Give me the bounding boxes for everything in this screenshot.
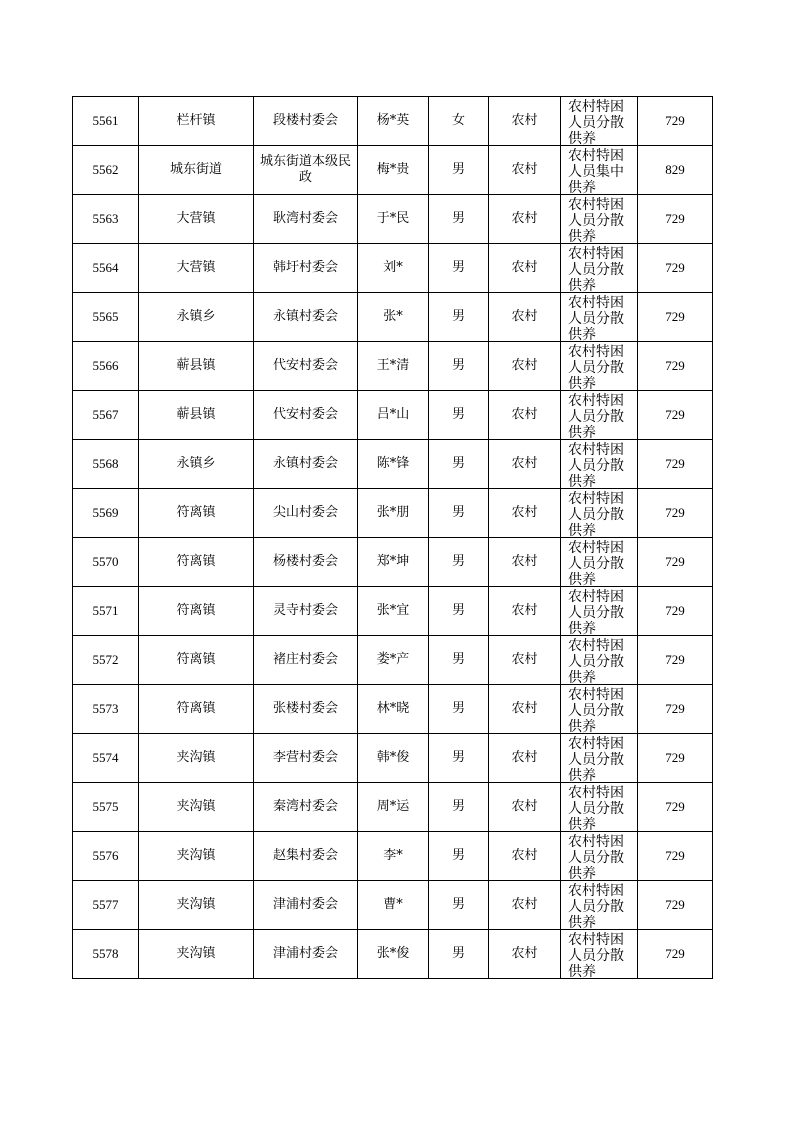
cell-town: 永镇乡	[139, 293, 254, 342]
cell-serial-number: 5565	[73, 293, 139, 342]
cell-village-committee-text: 津浦村委会	[272, 897, 338, 912]
table-row	[73, 734, 713, 783]
cell-amount: 729	[638, 538, 713, 587]
cell-area-type: 农村	[489, 734, 561, 783]
cell-village-committee	[254, 734, 358, 783]
cell-village-committee	[254, 391, 358, 440]
cell-village-committee-text: 城东街道本级民政	[259, 154, 351, 185]
cell-town: 符离镇	[139, 538, 254, 587]
cell-village-committee	[254, 930, 358, 979]
cell-person-name: 张*宜	[358, 587, 429, 636]
table-row	[73, 146, 713, 195]
cell-serial-number: 5567	[73, 391, 139, 440]
cell-relief-category-text: 农村特困人员分散供养	[568, 343, 624, 390]
cell-relief-category	[561, 244, 638, 293]
cell-area-type: 农村	[489, 832, 561, 881]
cell-village-committee-text: 代安村委会	[272, 358, 338, 373]
cell-amount: 729	[638, 342, 713, 391]
cell-person-name: 林*晓	[358, 685, 429, 734]
cell-person-name: 杨*英	[358, 97, 429, 146]
cell-person-name: 刘*	[358, 244, 429, 293]
cell-gender: 男	[429, 587, 489, 636]
cell-gender: 男	[429, 489, 489, 538]
cell-town: 符离镇	[139, 489, 254, 538]
cell-gender: 男	[429, 881, 489, 930]
table-row	[73, 391, 713, 440]
cell-area-type: 农村	[489, 685, 561, 734]
cell-amount: 829	[638, 146, 713, 195]
cell-serial-number: 5576	[73, 832, 139, 881]
cell-serial-number: 5568	[73, 440, 139, 489]
cell-serial-number: 5575	[73, 783, 139, 832]
cell-village-committee-text: 张楼村委会	[272, 701, 338, 716]
cell-relief-category	[561, 881, 638, 930]
cell-relief-category-text: 农村特困人员分散供养	[568, 539, 624, 586]
cell-town: 夹沟镇	[139, 832, 254, 881]
cell-relief-category	[561, 734, 638, 783]
cell-village-committee	[254, 342, 358, 391]
table-row	[73, 783, 713, 832]
cell-town: 大营镇	[139, 244, 254, 293]
cell-person-name: 曹*	[358, 881, 429, 930]
cell-person-name: 梅*贵	[358, 146, 429, 195]
table-row	[73, 195, 713, 244]
cell-person-name: 周*运	[358, 783, 429, 832]
table-body	[73, 97, 713, 979]
table-row	[73, 440, 713, 489]
cell-gender: 男	[429, 146, 489, 195]
cell-relief-category-text: 农村特困人员集中供养	[568, 147, 624, 194]
cell-amount: 729	[638, 685, 713, 734]
cell-person-name: 李*	[358, 832, 429, 881]
cell-amount: 729	[638, 783, 713, 832]
cell-person-name: 张*朋	[358, 489, 429, 538]
cell-gender: 女	[429, 97, 489, 146]
relief-roster-table	[72, 96, 713, 979]
cell-relief-category-text: 农村特困人员分散供养	[568, 98, 624, 145]
cell-gender: 男	[429, 391, 489, 440]
cell-village-committee-text: 津浦村委会	[272, 946, 338, 961]
cell-relief-category	[561, 587, 638, 636]
cell-relief-category	[561, 538, 638, 587]
cell-area-type: 农村	[489, 538, 561, 587]
cell-gender: 男	[429, 734, 489, 783]
cell-village-committee-text: 永镇村委会	[272, 456, 338, 471]
cell-relief-category-text: 农村特困人员分散供养	[568, 245, 624, 292]
cell-person-name: 娄*产	[358, 636, 429, 685]
cell-serial-number: 5561	[73, 97, 139, 146]
cell-town: 夹沟镇	[139, 930, 254, 979]
cell-serial-number: 5573	[73, 685, 139, 734]
cell-village-committee-text: 永镇村委会	[272, 309, 338, 324]
cell-area-type: 农村	[489, 391, 561, 440]
cell-village-committee	[254, 244, 358, 293]
cell-town: 符离镇	[139, 685, 254, 734]
cell-town: 夹沟镇	[139, 734, 254, 783]
cell-amount: 729	[638, 440, 713, 489]
cell-person-name: 陈*锋	[358, 440, 429, 489]
cell-village-committee	[254, 146, 358, 195]
cell-serial-number: 5572	[73, 636, 139, 685]
cell-village-committee-text: 赵集村委会	[272, 848, 338, 863]
cell-village-committee-text: 韩圩村委会	[272, 260, 338, 275]
cell-relief-category	[561, 930, 638, 979]
table-row	[73, 930, 713, 979]
cell-town: 城东街道	[139, 146, 254, 195]
cell-relief-category-text: 农村特困人员分散供养	[568, 441, 624, 488]
cell-town: 永镇乡	[139, 440, 254, 489]
cell-area-type: 农村	[489, 195, 561, 244]
cell-area-type: 农村	[489, 244, 561, 293]
cell-village-committee-text: 李营村委会	[272, 750, 338, 765]
cell-gender: 男	[429, 195, 489, 244]
cell-gender: 男	[429, 244, 489, 293]
cell-area-type: 农村	[489, 930, 561, 979]
cell-relief-category-text: 农村特困人员分散供养	[568, 686, 624, 733]
cell-village-committee	[254, 881, 358, 930]
cell-village-committee-text: 耿湾村委会	[272, 211, 338, 226]
cell-serial-number: 5566	[73, 342, 139, 391]
cell-relief-category	[561, 489, 638, 538]
cell-serial-number: 5562	[73, 146, 139, 195]
cell-serial-number: 5577	[73, 881, 139, 930]
cell-relief-category	[561, 440, 638, 489]
cell-gender: 男	[429, 440, 489, 489]
cell-gender: 男	[429, 538, 489, 587]
cell-area-type: 农村	[489, 636, 561, 685]
cell-serial-number: 5563	[73, 195, 139, 244]
cell-town: 符离镇	[139, 587, 254, 636]
cell-village-committee	[254, 440, 358, 489]
cell-person-name: 张*俊	[358, 930, 429, 979]
cell-person-name: 王*清	[358, 342, 429, 391]
cell-village-committee	[254, 293, 358, 342]
cell-area-type: 农村	[489, 97, 561, 146]
cell-village-committee	[254, 195, 358, 244]
cell-relief-category	[561, 195, 638, 244]
cell-village-committee-text: 褚庄村委会	[272, 652, 338, 667]
cell-serial-number: 5574	[73, 734, 139, 783]
cell-town: 符离镇	[139, 636, 254, 685]
cell-town: 栏杆镇	[139, 97, 254, 146]
cell-gender: 男	[429, 832, 489, 881]
cell-serial-number: 5570	[73, 538, 139, 587]
cell-relief-category-text: 农村特困人员分散供养	[568, 392, 624, 439]
table-row	[73, 685, 713, 734]
cell-village-committee	[254, 636, 358, 685]
cell-relief-category-text: 农村特困人员分散供养	[568, 637, 624, 684]
cell-relief-category	[561, 146, 638, 195]
cell-person-name: 吕*山	[358, 391, 429, 440]
cell-relief-category-text: 农村特困人员分散供养	[568, 833, 624, 880]
cell-relief-category-text: 农村特困人员分散供养	[568, 784, 624, 831]
cell-village-committee	[254, 685, 358, 734]
cell-gender: 男	[429, 636, 489, 685]
cell-relief-category	[561, 783, 638, 832]
cell-area-type: 农村	[489, 440, 561, 489]
cell-relief-category-text: 农村特困人员分散供养	[568, 490, 624, 537]
cell-town: 蕲县镇	[139, 342, 254, 391]
cell-gender: 男	[429, 342, 489, 391]
table-row	[73, 97, 713, 146]
cell-village-committee	[254, 832, 358, 881]
cell-amount: 729	[638, 636, 713, 685]
table-row	[73, 587, 713, 636]
cell-town: 蕲县镇	[139, 391, 254, 440]
cell-village-committee-text: 杨楼村委会	[272, 554, 338, 569]
cell-amount: 729	[638, 489, 713, 538]
cell-amount: 729	[638, 293, 713, 342]
cell-area-type: 农村	[489, 293, 561, 342]
cell-amount: 729	[638, 881, 713, 930]
cell-amount: 729	[638, 587, 713, 636]
cell-relief-category-text: 农村特困人员分散供养	[568, 196, 624, 243]
cell-gender: 男	[429, 783, 489, 832]
cell-person-name: 韩*俊	[358, 734, 429, 783]
cell-amount: 729	[638, 97, 713, 146]
cell-relief-category	[561, 391, 638, 440]
cell-area-type: 农村	[489, 783, 561, 832]
cell-relief-category-text: 农村特困人员分散供养	[568, 294, 624, 341]
cell-village-committee-text: 灵寺村委会	[272, 603, 338, 618]
cell-amount: 729	[638, 734, 713, 783]
cell-relief-category-text: 农村特困人员分散供养	[568, 588, 624, 635]
cell-gender: 男	[429, 293, 489, 342]
cell-person-name: 郑*坤	[358, 538, 429, 587]
table-row	[73, 293, 713, 342]
cell-area-type: 农村	[489, 489, 561, 538]
cell-relief-category	[561, 636, 638, 685]
cell-amount: 729	[638, 195, 713, 244]
cell-village-committee	[254, 783, 358, 832]
cell-amount: 729	[638, 930, 713, 979]
table-row	[73, 342, 713, 391]
table-row	[73, 881, 713, 930]
cell-village-committee-text: 代安村委会	[272, 407, 338, 422]
cell-person-name: 于*民	[358, 195, 429, 244]
cell-area-type: 农村	[489, 881, 561, 930]
cell-town: 夹沟镇	[139, 783, 254, 832]
table-row	[73, 832, 713, 881]
cell-amount: 729	[638, 832, 713, 881]
cell-gender: 男	[429, 930, 489, 979]
cell-relief-category	[561, 97, 638, 146]
cell-serial-number: 5564	[73, 244, 139, 293]
cell-town: 大营镇	[139, 195, 254, 244]
cell-serial-number: 5578	[73, 930, 139, 979]
cell-village-committee	[254, 97, 358, 146]
cell-serial-number: 5571	[73, 587, 139, 636]
cell-village-committee	[254, 489, 358, 538]
table-row	[73, 636, 713, 685]
cell-amount: 729	[638, 391, 713, 440]
table-row	[73, 244, 713, 293]
cell-area-type: 农村	[489, 146, 561, 195]
cell-gender: 男	[429, 685, 489, 734]
cell-area-type: 农村	[489, 342, 561, 391]
cell-village-committee-text: 秦湾村委会	[272, 799, 338, 814]
cell-village-committee	[254, 587, 358, 636]
cell-relief-category-text: 农村特困人员分散供养	[568, 882, 624, 929]
cell-serial-number: 5569	[73, 489, 139, 538]
cell-relief-category	[561, 832, 638, 881]
cell-town: 夹沟镇	[139, 881, 254, 930]
cell-relief-category-text: 农村特困人员分散供养	[568, 735, 624, 782]
cell-relief-category-text: 农村特困人员分散供养	[568, 931, 624, 978]
cell-village-committee-text: 段楼村委会	[272, 113, 338, 128]
cell-relief-category	[561, 293, 638, 342]
cell-person-name: 张*	[358, 293, 429, 342]
cell-area-type: 农村	[489, 587, 561, 636]
cell-relief-category	[561, 685, 638, 734]
table-row	[73, 489, 713, 538]
cell-village-committee-text: 尖山村委会	[272, 505, 338, 520]
table-row	[73, 538, 713, 587]
cell-village-committee	[254, 538, 358, 587]
cell-relief-category	[561, 342, 638, 391]
cell-amount: 729	[638, 244, 713, 293]
